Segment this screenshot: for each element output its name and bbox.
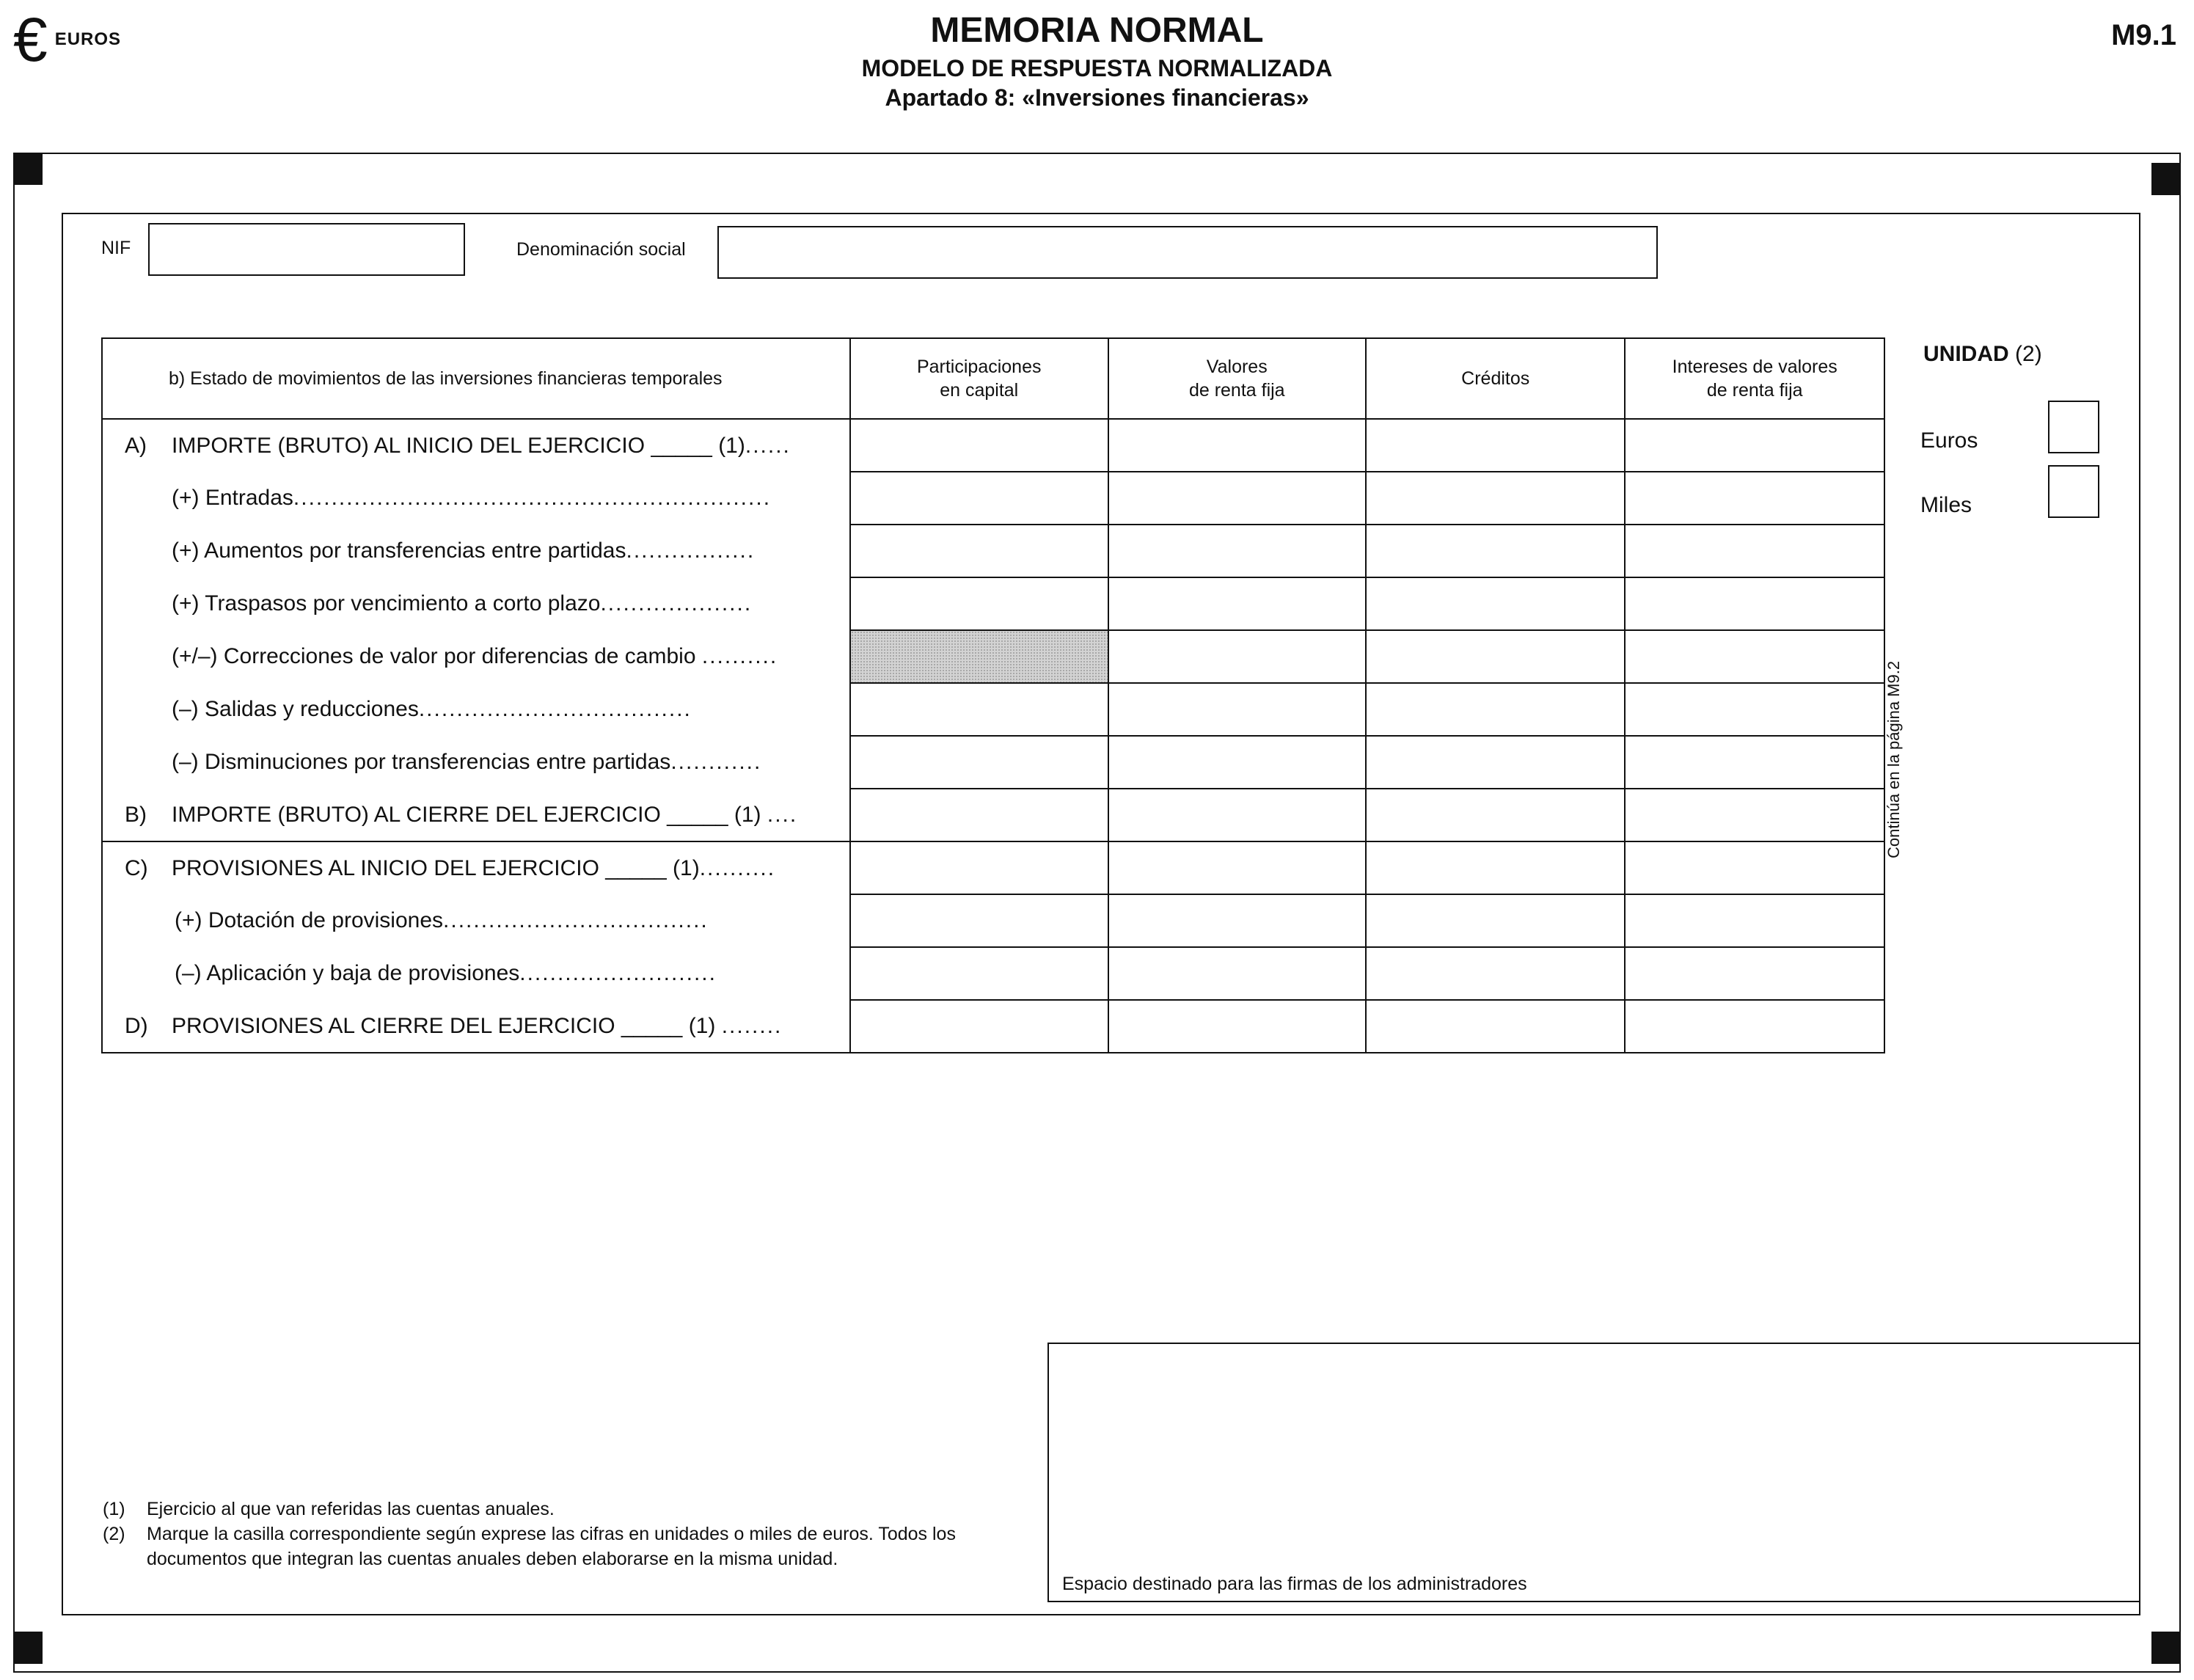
shaded-cell xyxy=(850,630,1108,683)
row-label xyxy=(102,894,850,947)
cell-input[interactable] xyxy=(1108,841,1366,894)
cell-input[interactable] xyxy=(1108,894,1366,947)
cell-input[interactable] xyxy=(850,472,1108,525)
footnote-number: (1) xyxy=(103,1499,125,1519)
row-dots: ................. xyxy=(626,538,756,563)
cell-input[interactable] xyxy=(1366,947,1625,1000)
continua-note xyxy=(1884,661,1904,858)
cell-input[interactable] xyxy=(1366,683,1625,736)
row-dots: ............ xyxy=(670,750,762,774)
cell-input[interactable] xyxy=(850,947,1108,1000)
table-row xyxy=(102,841,1884,894)
row-text: (–) Disminuciones por transferencias entre partidas xyxy=(172,750,671,774)
cell-input[interactable] xyxy=(1625,683,1884,736)
page-subtitle: MODELO DE RESPUESTA NORMALIZADA xyxy=(861,55,1333,81)
row-label xyxy=(102,789,850,841)
row-text: IMPORTE (BRUTO) AL CIERRE DEL EJERCICIO _____ (1) xyxy=(172,802,761,827)
row-dots: ............................................................... xyxy=(293,486,772,510)
row-text: (–) Aplicación y baja de provisiones xyxy=(175,961,520,985)
cell-input[interactable] xyxy=(1625,419,1884,472)
cell-input[interactable] xyxy=(1108,472,1366,525)
registration-mark-top-right xyxy=(2151,163,2181,195)
table-row xyxy=(102,577,1884,630)
cell-input[interactable] xyxy=(850,525,1108,577)
row-text: PROVISIONES AL CIERRE DEL EJERCICIO _____ (1) xyxy=(172,1013,716,1038)
cell-input[interactable] xyxy=(1108,577,1366,630)
unit-label-miles: Miles xyxy=(1920,493,1972,517)
cell-input[interactable] xyxy=(1108,419,1366,472)
row-text: (+) Traspasos por vencimiento a corto plazo xyxy=(172,591,601,616)
table-row xyxy=(102,472,1884,525)
cell-input[interactable] xyxy=(1108,947,1366,1000)
row-label xyxy=(102,947,850,1000)
movements-table xyxy=(101,337,1885,1053)
cell-input[interactable] xyxy=(1108,630,1366,683)
concept-header: b) Estado de movimientos de las inversiones financieras temporales xyxy=(102,338,850,419)
cell-input[interactable] xyxy=(1366,736,1625,789)
registration-mark-bottom-left xyxy=(13,1632,43,1664)
cell-input[interactable] xyxy=(1366,1000,1625,1053)
cell-input[interactable] xyxy=(850,683,1108,736)
row-dots: ...... xyxy=(745,433,791,458)
cell-input[interactable] xyxy=(1625,577,1884,630)
row-dots: ................................... xyxy=(443,908,709,932)
row-letter: A) xyxy=(125,433,147,458)
denominacion-label: Denominación social xyxy=(516,239,686,260)
table-row xyxy=(102,419,1884,472)
row-label xyxy=(102,736,850,789)
euro-logo-text: EUROS xyxy=(54,29,122,49)
row-letter: D) xyxy=(125,1013,148,1038)
col-header-participaciones: Participaciones en capital xyxy=(850,338,1108,419)
row-label xyxy=(102,841,850,894)
cell-input[interactable] xyxy=(1625,472,1884,525)
col-header-creditos: Créditos xyxy=(1366,338,1625,419)
row-dots: .... xyxy=(767,802,798,827)
unit-label-euros: Euros xyxy=(1920,428,1978,453)
continua-note-text: Continúa en la página M9.2 xyxy=(1884,660,1903,858)
row-letter: C) xyxy=(125,855,148,880)
registration-mark-bottom-right xyxy=(2151,1632,2181,1664)
denominacion-field[interactable] xyxy=(717,226,1658,279)
footnote-text: Ejercicio al que van referidas las cuentas anuales. xyxy=(147,1499,555,1519)
table-row xyxy=(102,683,1884,736)
cell-input[interactable] xyxy=(1366,525,1625,577)
page-title: MEMORIA NORMAL xyxy=(930,11,1264,50)
row-label xyxy=(102,472,850,525)
row-text: IMPORTE (BRUTO) AL INICIO DEL EJERCICIO _____ (1) xyxy=(172,433,745,458)
cell-input[interactable] xyxy=(1625,1000,1884,1053)
table-row xyxy=(102,894,1884,947)
table-row xyxy=(102,1000,1884,1053)
row-dots: .......................... xyxy=(519,961,717,985)
table-row xyxy=(102,736,1884,789)
row-dots: .................... xyxy=(600,591,753,616)
unidad-note: (2) xyxy=(2015,342,2042,366)
row-label xyxy=(102,577,850,630)
row-text: (+) Aumentos por transferencias entre partidas xyxy=(172,538,626,563)
table-header-row xyxy=(102,338,1884,419)
cell-input[interactable] xyxy=(1625,736,1884,789)
footnote xyxy=(103,1522,1012,1571)
row-label xyxy=(102,1000,850,1053)
cell-input[interactable] xyxy=(1366,472,1625,525)
row-text: (–) Salidas y reducciones xyxy=(172,697,419,721)
table-row xyxy=(102,789,1884,841)
title-block xyxy=(0,5,2194,112)
table-row xyxy=(102,630,1884,683)
euro-icon: € xyxy=(13,5,48,74)
cell-input[interactable] xyxy=(1366,419,1625,472)
cell-input[interactable] xyxy=(850,577,1108,630)
cell-input[interactable] xyxy=(1108,683,1366,736)
cell-input[interactable] xyxy=(1108,1000,1366,1053)
cell-input[interactable] xyxy=(1625,894,1884,947)
row-dots: .......... xyxy=(699,855,776,880)
row-text: PROVISIONES AL INICIO DEL EJERCICIO _____ (1) xyxy=(172,855,700,880)
cell-input[interactable] xyxy=(1366,577,1625,630)
col-header-valores: Valores de renta fija xyxy=(1108,338,1366,419)
cell-input[interactable] xyxy=(850,419,1108,472)
unidad-header xyxy=(1923,342,2042,367)
page-code: M9.1 xyxy=(2111,19,2176,51)
row-text: (+) Dotación de provisiones xyxy=(175,908,444,932)
cell-input[interactable] xyxy=(850,736,1108,789)
cell-input[interactable] xyxy=(1625,789,1884,841)
unidad-title: UNIDAD xyxy=(1923,342,2009,366)
col-header-intereses: Intereses de valores de renta fija xyxy=(1625,338,1884,419)
unit-checkbox-miles[interactable] xyxy=(2048,465,2099,518)
cell-input[interactable] xyxy=(1366,894,1625,947)
cell-input[interactable] xyxy=(1366,841,1625,894)
table-row xyxy=(102,525,1884,577)
row-dots: ........ xyxy=(721,1013,783,1038)
row-dots: .......... xyxy=(701,644,778,668)
cell-input[interactable] xyxy=(1108,736,1366,789)
nif-field[interactable] xyxy=(148,223,465,276)
row-dots: .................................... xyxy=(418,697,692,721)
signature-label: Espacio destinado para las firmas de los administradores xyxy=(1062,1574,1527,1594)
cell-input[interactable] xyxy=(1366,630,1625,683)
cell-input[interactable] xyxy=(1625,525,1884,577)
cell-input[interactable] xyxy=(850,894,1108,947)
row-label xyxy=(102,630,850,683)
cell-input[interactable] xyxy=(1625,630,1884,683)
signature-box[interactable] xyxy=(1047,1343,2140,1602)
cell-input[interactable] xyxy=(1625,947,1884,1000)
cell-input[interactable] xyxy=(1625,841,1884,894)
footnote xyxy=(103,1497,1012,1522)
cell-input[interactable] xyxy=(850,789,1108,841)
cell-input[interactable] xyxy=(850,841,1108,894)
unit-checkbox-euros[interactable] xyxy=(2048,401,2099,453)
footnote-text: Marque la casilla correspondiente según exprese las cifras en unidades o miles de euros. Todos los documentos que integran las cuentas anuales deben elaborarse en la misma unidad. xyxy=(147,1524,956,1569)
footnotes xyxy=(103,1497,1012,1571)
footnote-number: (2) xyxy=(103,1524,125,1544)
cell-input[interactable] xyxy=(1108,789,1366,841)
row-label xyxy=(102,683,850,736)
row-letter: B) xyxy=(125,802,147,827)
row-label xyxy=(102,525,850,577)
cell-input[interactable] xyxy=(850,1000,1108,1053)
row-label xyxy=(102,419,850,472)
cell-input[interactable] xyxy=(1108,525,1366,577)
cell-input[interactable] xyxy=(1366,789,1625,841)
registration-mark-top-left xyxy=(13,153,43,185)
nif-label: NIF xyxy=(101,238,131,258)
row-text: (+) Entradas xyxy=(172,486,293,510)
table-row xyxy=(102,947,1884,1000)
section-title: Apartado 8: «Inversiones financieras» xyxy=(885,84,1309,111)
row-text: (+/–) Correcciones de valor por diferencias de cambio xyxy=(172,644,696,668)
